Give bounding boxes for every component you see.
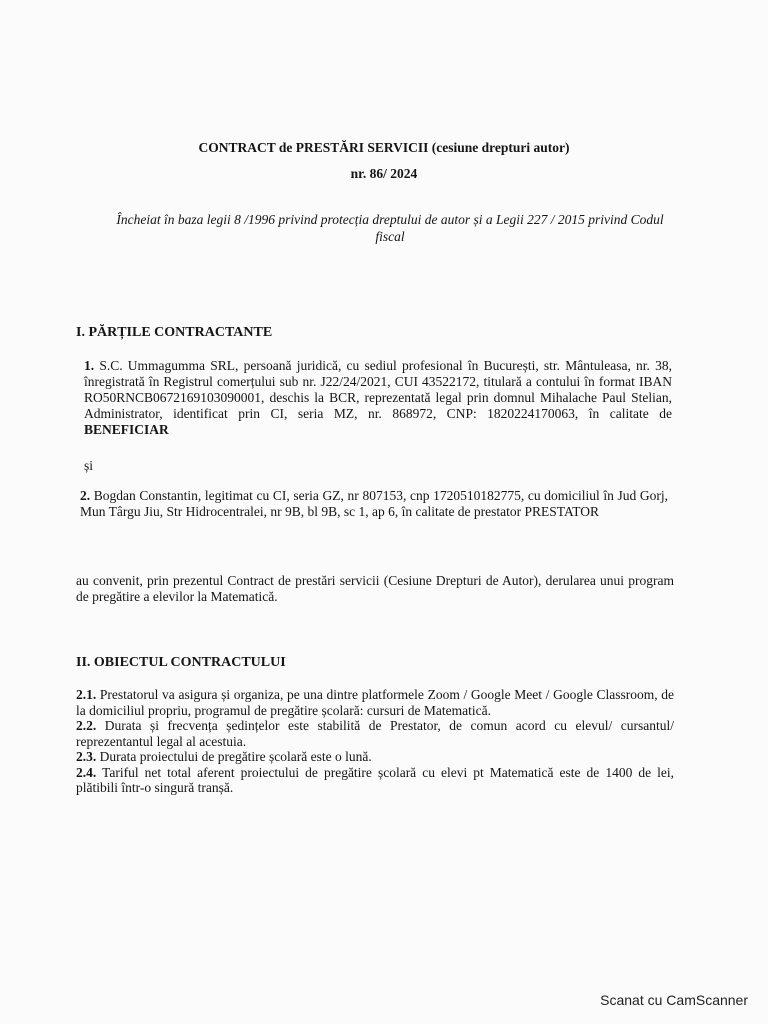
contract-title: CONTRACT de PRESTĂRI SERVICII (cesiune drepturi autor): [198, 140, 570, 155]
object-clauses: [76, 687, 674, 796]
clause-number: 2.2.: [76, 718, 97, 733]
party-2-number: 2.: [80, 488, 91, 503]
party-2-text: Bogdan Constantin, legitimat cu CI, seria GZ, nr 807153, cnp 1720510182775, cu domiciliul în Jud Gorj, Mun Târgu Jiu, Str Hidrocentralei, nr 9B, bl 9B, sc 1, ap 6, în calitate de prestator PRESTATOR: [80, 488, 669, 519]
clause-2-3: [76, 749, 674, 765]
clause-number: 2.3.: [76, 749, 97, 764]
section-parties-title: I. PĂRȚILE CONTRACTANTE: [76, 325, 273, 340]
clause-text: Durata și frecvența ședințelor este stabilită de Prestator, de comun acord cu elevul/ cursantul/ reprezentantul legal al acestuia.: [76, 718, 675, 749]
connector-si: și: [84, 458, 94, 473]
party-beneficiary: [84, 358, 672, 438]
party-1-number: 1.: [84, 358, 95, 373]
party-1-role: BENEFICIAR: [84, 422, 169, 437]
clause-text: Durata proiectului de pregătire școlară este o lună.: [99, 749, 372, 764]
clause-2-4: [76, 765, 674, 796]
clause-2-2: [76, 718, 674, 749]
contract-number: nr. 86/ 2024: [350, 166, 418, 181]
party-1-text: S.C. Ummagumma SRL, persoană juridică, cu sediul profesional în București, str. Mântuleasa, nr. 38, înregistrată în Registrul comerțului sub nr. J22/24/2021, CUI 43522172, titulară a contului în format IBAN RO50RNCB0672169103090001, deschis la BCR, reprezentată legal prin domnul Mihalache Paul Stelian, Administrator, identificat prin CI, seria MZ, nr. 868972, CNP: 1820224170063, în calitate de: [84, 358, 672, 421]
agreement-text: au convenit, prin prezentul Contract de prestări servicii (Cesiune Drepturi de Autor), derularea unui program de pregătire a elevilor la Matematică.: [76, 573, 674, 604]
section-object-title: II. OBIECTUL CONTRACTULUI: [76, 655, 286, 670]
clause-number: 2.4.: [76, 764, 97, 780]
camscanner-watermark: Scanat cu CamScanner: [600, 992, 748, 1008]
clause-text: Prestatorul va asigura și organiza, pe una dintre platformele Zoom / Google Meet / Google Classroom, de la domiciliul propriu, programul de pregătire școlară: cursuri de Matematică.: [76, 687, 674, 718]
clause-2-1: [76, 687, 674, 718]
legal-basis: Încheiat în baza legii 8 /1996 privind protecția dreptului de autor și a Legii 227 / 2015 privind Codul fiscal: [116, 212, 664, 244]
clause-number: 2.1.: [76, 687, 97, 702]
party-provider: [80, 488, 668, 520]
clause-text: Tariful net total aferent proiectului de pregătire școlară cu elevi pt Matematică este de 1400 de lei, plătibili într-o singură tranșă.: [76, 764, 674, 795]
